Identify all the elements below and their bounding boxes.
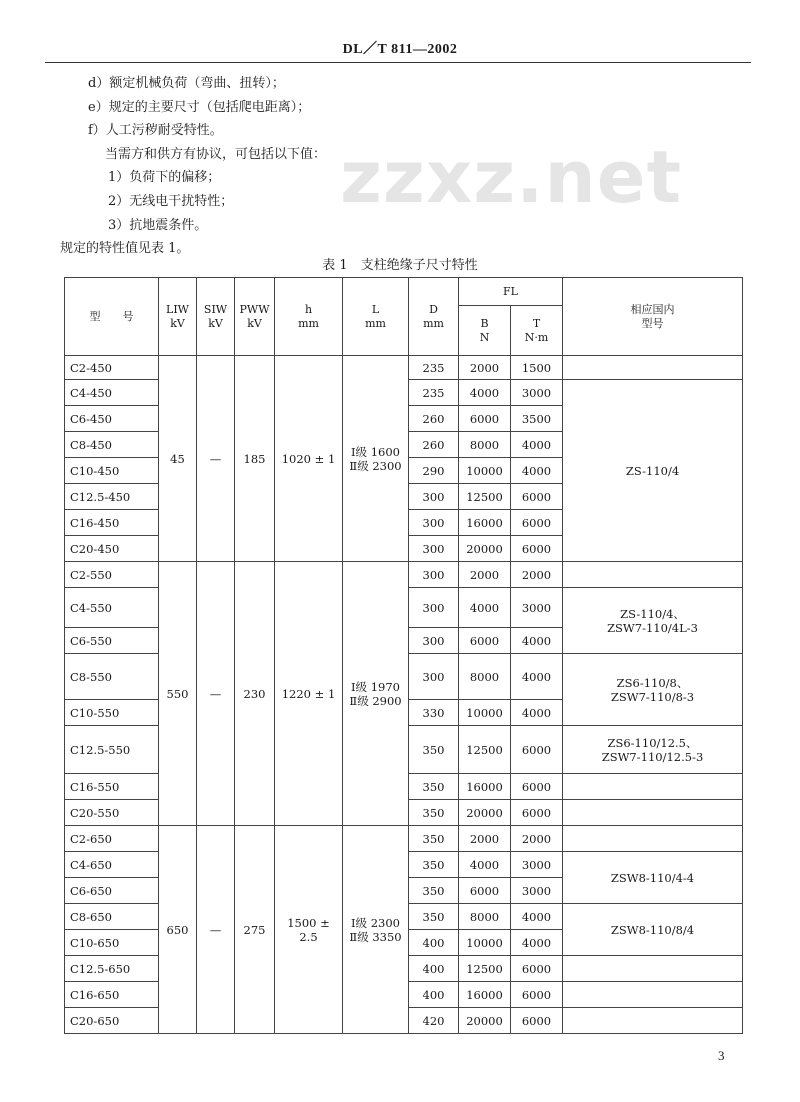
- d-cell: 300: [409, 484, 459, 510]
- col-header-l: L mm: [343, 278, 409, 356]
- model-cell: C12.5-450: [65, 484, 159, 510]
- domestic-model-cell: [563, 956, 743, 982]
- b-cell: 12500: [459, 726, 511, 774]
- col-header-liw: LIW kV: [159, 278, 197, 356]
- domestic-model-cell: ZS-110/4、 ZSW7-110/4L-3: [563, 588, 743, 654]
- model-cell: C8-450: [65, 432, 159, 458]
- b-cell: 20000: [459, 536, 511, 562]
- t-cell: 3000: [511, 878, 563, 904]
- domestic-model-cell: ZS-110/4: [563, 380, 743, 562]
- b-cell: 6000: [459, 406, 511, 432]
- t-cell: 4000: [511, 930, 563, 956]
- model-cell: C10-650: [65, 930, 159, 956]
- domestic-model-cell: ZSW8-110/8/4: [563, 904, 743, 956]
- d-cell: 300: [409, 588, 459, 628]
- model-cell: C4-550: [65, 588, 159, 628]
- table-row: [65, 356, 743, 380]
- d-cell: 260: [409, 432, 459, 458]
- domestic-model-cell: [563, 774, 743, 800]
- b-cell: 4000: [459, 380, 511, 406]
- model-cell: C2-650: [65, 826, 159, 852]
- t-cell: 2000: [511, 826, 563, 852]
- domestic-model-cell: ZSW8-110/4-4: [563, 852, 743, 904]
- model-cell: C20-450: [65, 536, 159, 562]
- b-cell: 10000: [459, 458, 511, 484]
- document-header: DL／T 811—2002: [342, 42, 458, 57]
- d-cell: 350: [409, 826, 459, 852]
- t-cell: 6000: [511, 982, 563, 1008]
- siw-cell: —: [197, 562, 235, 826]
- model-cell: C8-550: [65, 654, 159, 700]
- b-cell: 12500: [459, 484, 511, 510]
- d-cell: 400: [409, 956, 459, 982]
- model-cell: C16-550: [65, 774, 159, 800]
- d-cell: 350: [409, 774, 459, 800]
- pww-cell: 230: [235, 562, 275, 826]
- d-cell: 300: [409, 628, 459, 654]
- d-cell: 300: [409, 562, 459, 588]
- t-cell: 3000: [511, 852, 563, 878]
- model-cell: C20-550: [65, 800, 159, 826]
- d-cell: 350: [409, 726, 459, 774]
- model-cell: C4-450: [65, 380, 159, 406]
- col-header-siw: SIW kV: [197, 278, 235, 356]
- t-cell: 6000: [511, 956, 563, 982]
- d-cell: 300: [409, 654, 459, 700]
- page-number: 3: [718, 1048, 725, 1063]
- b-cell: 8000: [459, 904, 511, 930]
- t-cell: 6000: [511, 510, 563, 536]
- h-cell: 1500 ± 2.5: [275, 826, 343, 1034]
- intro-sub-item-3: 3）抗地震条件。: [108, 217, 208, 233]
- pww-cell: 185: [235, 356, 275, 562]
- b-cell: 2000: [459, 356, 511, 380]
- domestic-model-cell: [563, 826, 743, 852]
- t-cell: 4000: [511, 654, 563, 700]
- t-cell: 6000: [511, 800, 563, 826]
- col-header-pww: PWW kV: [235, 278, 275, 356]
- d-cell: 420: [409, 1008, 459, 1034]
- intro-sub-item-1: 1）负荷下的偏移；: [108, 170, 221, 186]
- siw-cell: —: [197, 356, 235, 562]
- model-cell: C2-450: [65, 356, 159, 380]
- t-cell: 6000: [511, 484, 563, 510]
- intro-item-f: f）人工污秽耐受特性。: [88, 123, 223, 139]
- model-cell: C12.5-650: [65, 956, 159, 982]
- model-cell: C20-650: [65, 1008, 159, 1034]
- domestic-model-cell: [563, 1008, 743, 1034]
- b-cell: 6000: [459, 878, 511, 904]
- col-header-b: B N: [459, 306, 511, 356]
- t-cell: 3000: [511, 588, 563, 628]
- b-cell: 20000: [459, 800, 511, 826]
- model-cell: C10-450: [65, 458, 159, 484]
- b-cell: 4000: [459, 852, 511, 878]
- t-cell: 2000: [511, 562, 563, 588]
- d-cell: 350: [409, 878, 459, 904]
- d-cell: 350: [409, 800, 459, 826]
- domestic-model-cell: ZS6-110/8、 ZSW7-110/8-3: [563, 654, 743, 726]
- intro-item-e: e）规定的主要尺寸（包括爬电距离）；: [88, 99, 311, 115]
- intro-agreement: 当需方和供方有协议，可包括以下值：: [105, 146, 327, 162]
- intro-table-reference: 规定的特性值见表 1。: [60, 241, 190, 257]
- t-cell: 4000: [511, 904, 563, 930]
- col-header-t: T N·m: [511, 306, 563, 356]
- spec-table: [64, 277, 743, 1034]
- b-cell: 16000: [459, 774, 511, 800]
- t-cell: 3000: [511, 380, 563, 406]
- d-cell: 290: [409, 458, 459, 484]
- d-cell: 300: [409, 510, 459, 536]
- b-cell: 8000: [459, 432, 511, 458]
- b-cell: 10000: [459, 930, 511, 956]
- b-cell: 8000: [459, 654, 511, 700]
- d-cell: 350: [409, 852, 459, 878]
- intro-sub-item-2: 2）无线电干扰特性；: [108, 193, 234, 209]
- b-cell: 6000: [459, 628, 511, 654]
- t-cell: 4000: [511, 432, 563, 458]
- domestic-model-cell: ZS6-110/12.5、 ZSW7-110/12.5-3: [563, 726, 743, 774]
- model-cell: C12.5-550: [65, 726, 159, 774]
- l-cell: Ⅰ级 1600 Ⅱ级 2300: [343, 356, 409, 562]
- table-caption: 表 1 支柱绝缘子尺寸特性: [322, 258, 478, 273]
- model-cell: C16-650: [65, 982, 159, 1008]
- t-cell: 3500: [511, 406, 563, 432]
- domestic-model-cell: [563, 800, 743, 826]
- model-cell: C8-650: [65, 904, 159, 930]
- col-header-h: h mm: [275, 278, 343, 356]
- t-cell: 4000: [511, 458, 563, 484]
- t-cell: 6000: [511, 536, 563, 562]
- liw-cell: 650: [159, 826, 197, 1034]
- liw-cell: 550: [159, 562, 197, 826]
- t-cell: 4000: [511, 700, 563, 726]
- model-cell: C6-450: [65, 406, 159, 432]
- model-cell: C6-650: [65, 878, 159, 904]
- b-cell: 2000: [459, 826, 511, 852]
- b-cell: 10000: [459, 700, 511, 726]
- d-cell: 235: [409, 356, 459, 380]
- d-cell: 350: [409, 904, 459, 930]
- model-cell: C4-650: [65, 852, 159, 878]
- d-cell: 235: [409, 380, 459, 406]
- t-cell: 1500: [511, 356, 563, 380]
- model-cell: C16-450: [65, 510, 159, 536]
- pww-cell: 275: [235, 826, 275, 1034]
- header-rule: [45, 62, 751, 63]
- model-cell: C10-550: [65, 700, 159, 726]
- watermark: zzxz.net: [340, 135, 683, 219]
- col-header-fl: FL: [459, 278, 563, 306]
- intro-item-d: d）额定机械负荷（弯曲、扭转）；: [88, 76, 285, 91]
- table-row: [65, 562, 743, 588]
- siw-cell: —: [197, 826, 235, 1034]
- table-row: [65, 826, 743, 852]
- h-cell: 1220 ± 1: [275, 562, 343, 826]
- d-cell: 330: [409, 700, 459, 726]
- b-cell: 16000: [459, 982, 511, 1008]
- b-cell: 12500: [459, 956, 511, 982]
- domestic-model-cell: [563, 982, 743, 1008]
- l-cell: Ⅰ级 1970 Ⅱ级 2900: [343, 562, 409, 826]
- model-cell: C6-550: [65, 628, 159, 654]
- t-cell: 6000: [511, 774, 563, 800]
- col-header-d: D mm: [409, 278, 459, 356]
- col-header-domestic-model: 相应国内 型号: [563, 278, 743, 356]
- b-cell: 4000: [459, 588, 511, 628]
- domestic-model-cell: [563, 562, 743, 588]
- d-cell: 400: [409, 982, 459, 1008]
- l-cell: Ⅰ级 2300 Ⅱ级 3350: [343, 826, 409, 1034]
- b-cell: 2000: [459, 562, 511, 588]
- d-cell: 260: [409, 406, 459, 432]
- col-header-model: 型 号: [65, 278, 159, 356]
- d-cell: 400: [409, 930, 459, 956]
- liw-cell: 45: [159, 356, 197, 562]
- domestic-model-cell: [563, 356, 743, 380]
- t-cell: 4000: [511, 628, 563, 654]
- t-cell: 6000: [511, 726, 563, 774]
- h-cell: 1020 ± 1: [275, 356, 343, 562]
- b-cell: 16000: [459, 510, 511, 536]
- model-cell: C2-550: [65, 562, 159, 588]
- t-cell: 6000: [511, 1008, 563, 1034]
- d-cell: 300: [409, 536, 459, 562]
- b-cell: 20000: [459, 1008, 511, 1034]
